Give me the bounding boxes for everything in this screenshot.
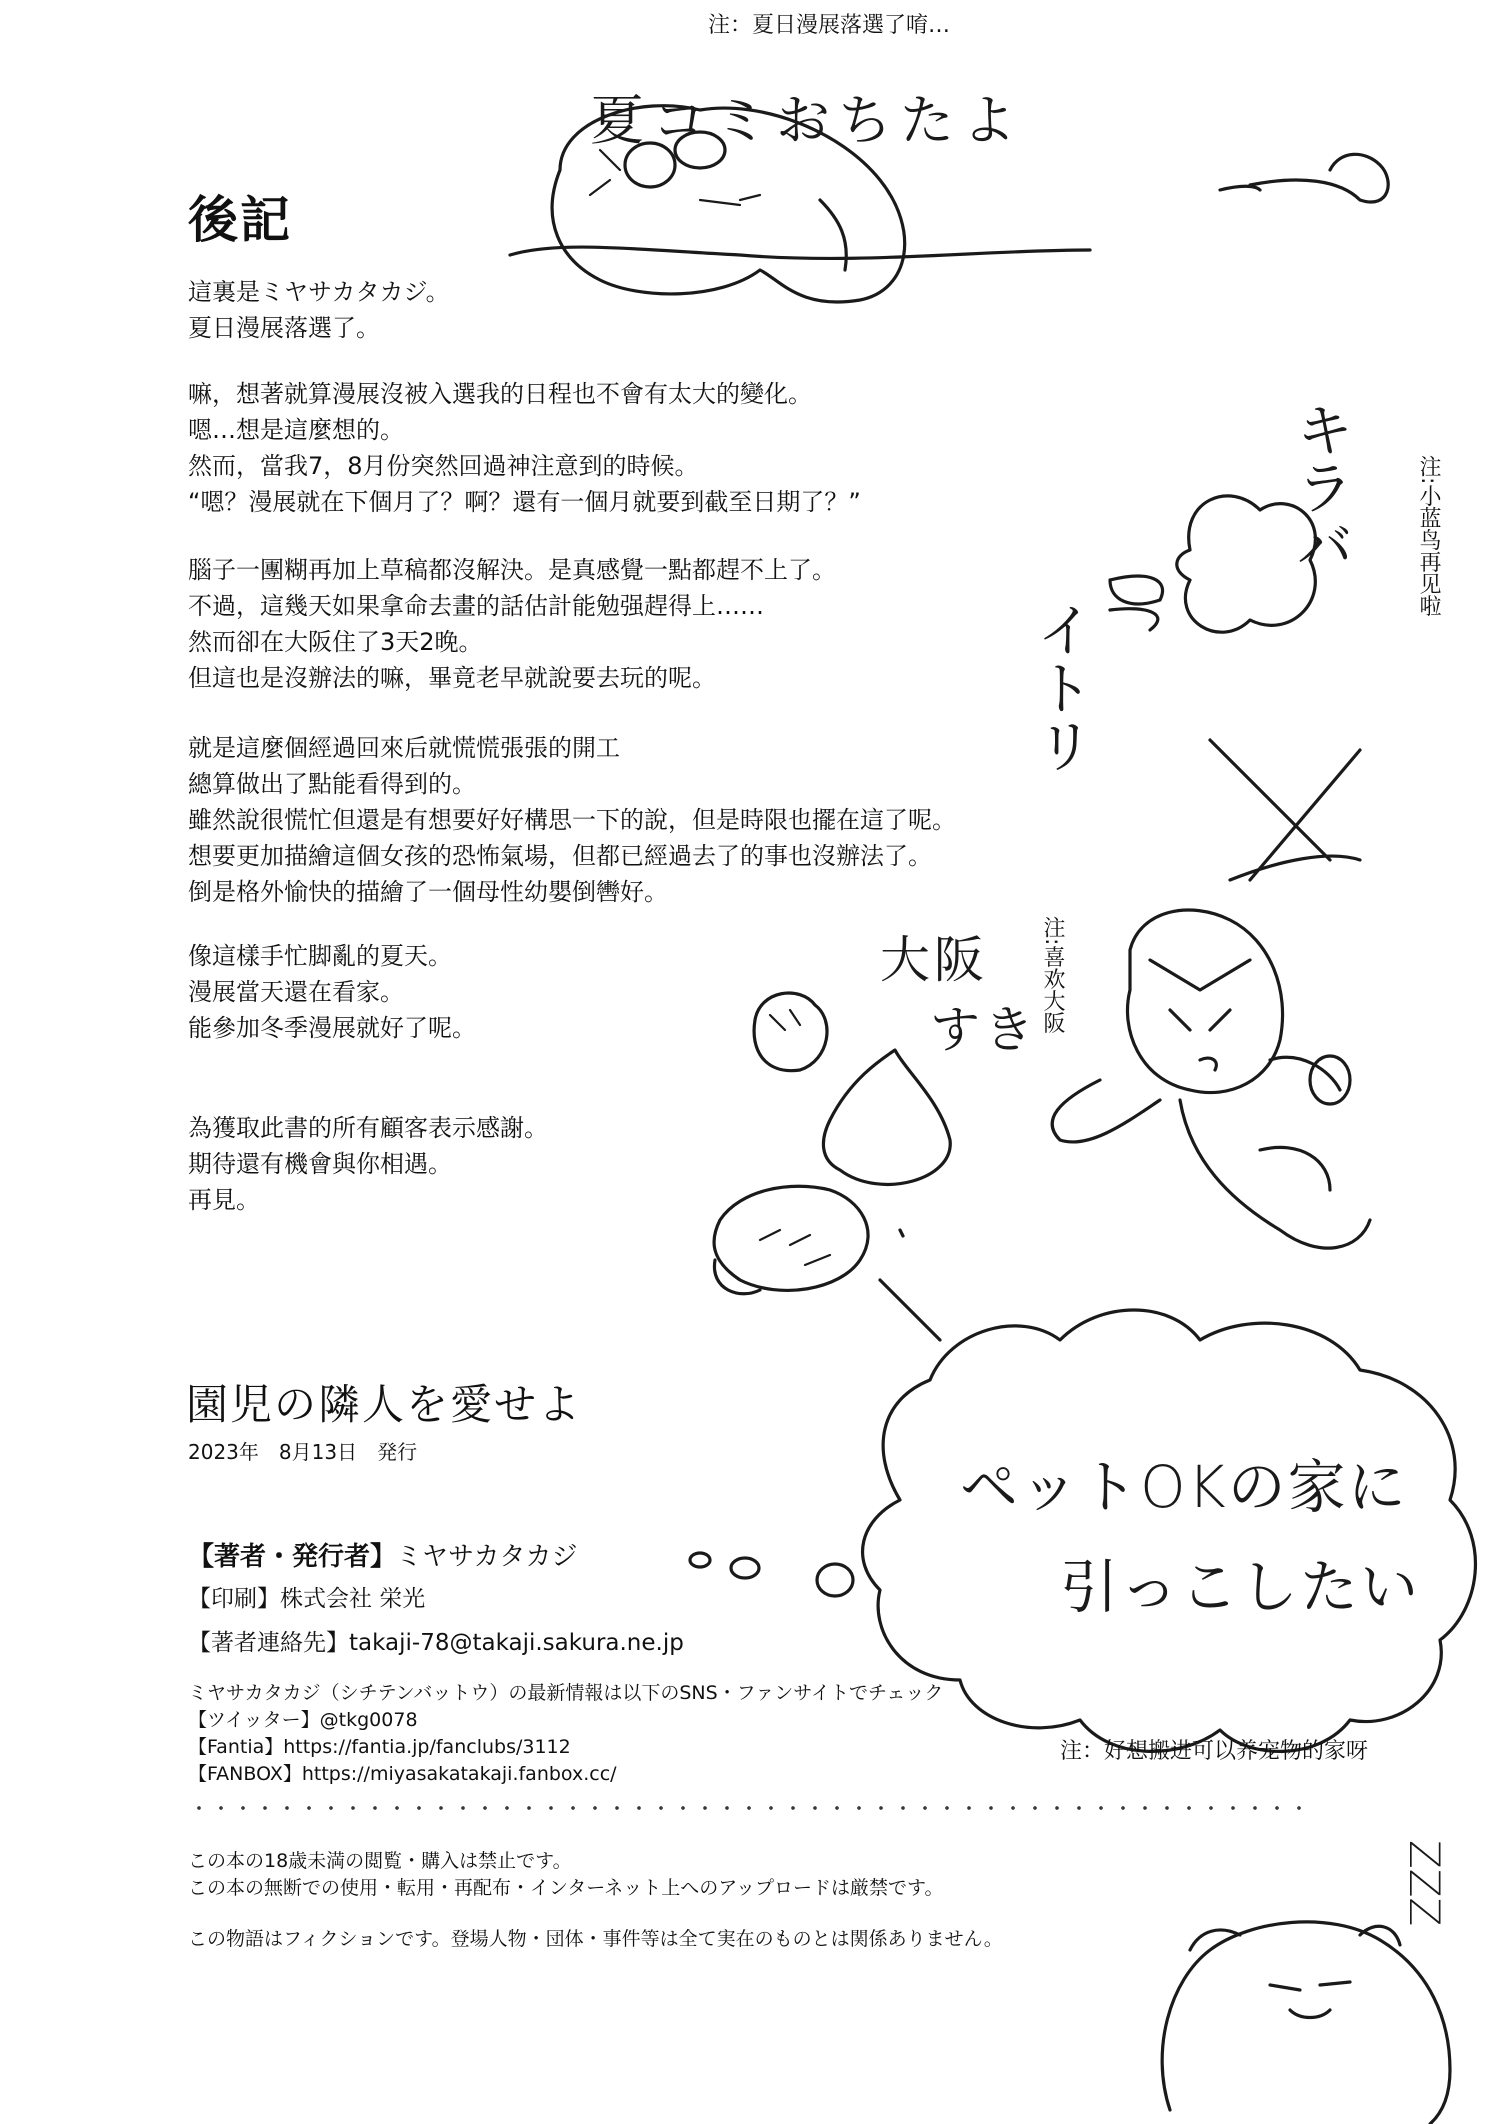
text-line: “嗯？漫展就在下個月了？啊？還有一個月就要到截至日期了？” [188, 488, 861, 516]
print-label: 【印刷】 [188, 1586, 280, 1612]
text-line: 就是這麼個經過回來后就慌慌張張的開工 [188, 734, 620, 762]
text-line: 這裏是ミヤサカタカジ。 [188, 278, 450, 306]
fantia-link[interactable]: 【Fantia】https://fantia.jp/fanclubs/3112 [188, 1736, 571, 1758]
afterword-paragraph-5 [188, 938, 476, 1046]
note-bottom: 注：好想搬进可以养宠物的家呀 [1060, 1739, 1369, 1764]
text-line: 像這樣手忙脚亂的夏天。 [188, 942, 452, 970]
osaka-food-drawing [714, 993, 950, 1340]
text-line: 但這也是沒辦法的嘛，畢竟老早就說要去玩的呢。 [188, 664, 716, 692]
author-label: 【著者・発行者】 [188, 1542, 397, 1572]
afterword-paragraph-3 [188, 552, 836, 696]
corner-character-drawing [1162, 1922, 1450, 2124]
afterword-paragraph-4 [188, 730, 956, 910]
contact-email[interactable]: takaji-78@takaji.sakura.ne.jp [349, 1630, 684, 1656]
legal-fiction: この物語はフィクションです。登場人物・団体・事件等は全て実在のものとは関係ありません。 [188, 1928, 1003, 1950]
text-line: 夏日漫展落選了。 [188, 314, 380, 342]
contact-label: 【著者連絡先】 [188, 1630, 349, 1656]
publish-date: 2023年 8月13日 発行 [188, 1440, 418, 1464]
afterword-paragraph-1 [188, 274, 450, 346]
handwriting-corner: ZZZ [1400, 1840, 1449, 1927]
text-line: 能參加冬季漫展就好了呢。 [188, 1014, 476, 1042]
text-line: 雖然說很慌忙但還是有想要好好構思一下的說，但是時限也擺在這了呢。 [188, 806, 956, 834]
legal-copyright: この本の無断での使用・転用・再配布・インターネット上へのアップロードは厳禁です。 [188, 1877, 944, 1899]
text-line: 嗯…想是這麼想的。 [188, 416, 404, 444]
author-name: ミヤサカタカジ [396, 1542, 578, 1572]
afterword-heading: 後記 [188, 191, 292, 249]
note-top: 注：夏日漫展落選了唷… [708, 13, 951, 38]
text-line: 嘛，想著就算漫展沒被入選我的日程也不會有太大的變化。 [188, 380, 812, 408]
sns-intro: ミヤサカタカジ（シチテンバットウ）の最新情報は以下のSNS・ファンサイトでチェック [188, 1682, 944, 1704]
legal-block [188, 1848, 943, 1902]
legal-age: この本の18歳未満の閲覧・購入は禁止です。 [188, 1850, 572, 1872]
handwriting-vertical-b: イトリ [1026, 600, 1094, 774]
note-vertical-osaka: 注:喜欢大阪 [1040, 916, 1065, 1034]
author-line [188, 1536, 578, 1573]
book-title: 園児の隣人を愛せよ [186, 1380, 583, 1429]
text-line: 再見。 [188, 1186, 260, 1214]
text-line: 漫展當天還在看家。 [188, 978, 404, 1006]
sns-block [188, 1680, 943, 1788]
handwriting-top: 夏コミおちたよ [590, 89, 1024, 152]
text-line: 為獲取此書的所有顧客表示感謝。 [188, 1114, 548, 1142]
text-line: 然而，當我7，8月份突然回過神注意到的時候。 [188, 452, 699, 480]
afterword-paragraph-2 [188, 376, 861, 520]
text-line: 倒是格外愉快的描繪了一個母性幼嬰倒轡好。 [188, 878, 668, 906]
handwriting-osaka-2: すき [930, 1001, 1038, 1059]
print-line [188, 1580, 425, 1613]
contact-line [188, 1624, 684, 1657]
handwriting-osaka-1: 大阪 [880, 931, 988, 989]
text-line: 總算做出了點能看得到的。 [188, 770, 476, 798]
afterword-paragraph-6 [188, 1110, 548, 1218]
text-line: 期待還有機會與你相遇。 [188, 1150, 452, 1178]
text-line: 腦子一團糊再加上草稿都沒解決。是真感覺一點都趕不上了。 [188, 556, 836, 584]
note-vertical-bird: 注:小蓝鸟再见啦 [1416, 455, 1441, 617]
robot-character-drawing [1052, 910, 1370, 1248]
dotted-divider [188, 1805, 1318, 1811]
bubble-text-2: 引っこしたい [1060, 1553, 1421, 1621]
text-line: 然而卻在大阪住了3天2晚。 [188, 628, 483, 656]
print-company: 株式会社 栄光 [280, 1586, 426, 1612]
text-line: 不過，這幾天如果拿命去畫的話估計能勉强趕得上…… [188, 592, 764, 620]
twitter-link[interactable]: 【ツイッター】@tkg0078 [188, 1709, 418, 1731]
handwriting-vertical-a: キラバ [1286, 400, 1354, 574]
bubble-text-1: ペットOKの家に [960, 1453, 1408, 1521]
fanbox-link[interactable]: 【FANBOX】https://miyasakatakaji.fanbox.cc/ [188, 1763, 617, 1785]
text-line: 想要更加描繪這個女孩的恐怖氣場，但都已經過去了的事也沒辦法了。 [188, 842, 932, 870]
